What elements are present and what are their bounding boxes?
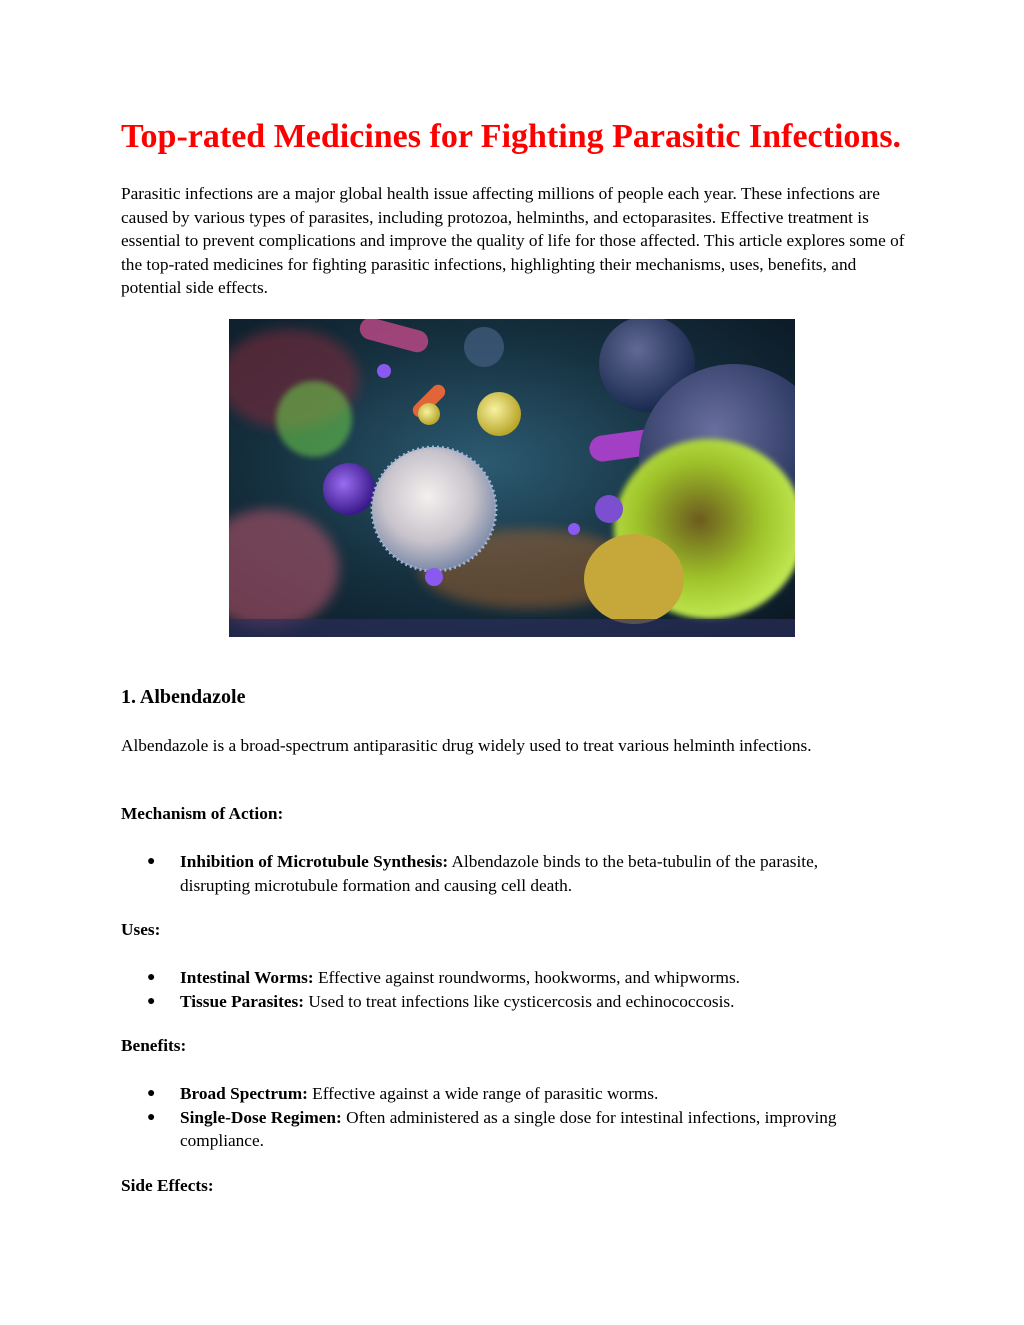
- list-item-text: Effective against roundworms, hookworms, and whipworms.: [313, 968, 740, 987]
- list-item-term: Intestinal Worms:: [180, 968, 314, 987]
- list-item-term: Tissue Parasites:: [180, 991, 305, 1011]
- list-item: [121, 990, 881, 1014]
- uses-label: Uses:: [121, 920, 161, 939]
- list-item: [121, 1106, 881, 1153]
- section-heading: 1. Albendazole: [121, 686, 246, 708]
- intro-paragraph: Parasitic infections are a major global health issue affecting millions of people each year. These infections are caused by various types of parasites, including protozoa, helminths, and ectoparasites. Effective treatment is essential to prevent complications and improve the quality of life for those affected. This article explores some of the top-rated medicines for fighting parasitic infections, highlighting their mechanisms, uses, benefits, and potential side effects.: [121, 184, 905, 297]
- list-item-text: Albendazole binds to the beta-tubulin of the parasite, disrupting microtubule formation and causing cell death.: [180, 852, 819, 895]
- microbes-image: [229, 319, 795, 637]
- parasites-illustration: [229, 319, 795, 637]
- benefits-label: Benefits:: [121, 1036, 187, 1055]
- mechanism-list: [121, 850, 881, 897]
- list-item: [121, 966, 881, 990]
- bullet-icon: ●: [147, 993, 156, 1009]
- bullet-icon: ●: [147, 970, 156, 985]
- page-title: Top-rated Medicines for Fighting Parasitic Infections.: [121, 118, 902, 155]
- list-item-term: Broad Spectrum:: [180, 1084, 308, 1103]
- bullet-icon: ●: [147, 1109, 156, 1125]
- mechanism-label: Mechanism of Action:: [121, 804, 284, 823]
- bullet-icon: ●: [147, 1086, 156, 1101]
- list-item-text: Often administered as a single dose for intestinal infections, improving compliance.: [180, 1107, 837, 1150]
- list-item-term: Single-Dose Regimen:: [180, 1107, 342, 1127]
- list-item-text: Used to treat infections like cysticercosis and echinococcosis.: [304, 991, 735, 1011]
- uses-list: [121, 966, 881, 1013]
- list-item: [121, 1082, 881, 1106]
- section-intro: Albendazole is a broad-spectrum antiparasitic drug widely used to treat various helminth infections.: [121, 736, 812, 755]
- benefits-list: [121, 1082, 881, 1153]
- list-item-term: Inhibition of Microtubule Synthesis:: [180, 852, 449, 871]
- list-item: [121, 850, 881, 897]
- bullet-icon: ●: [147, 854, 156, 869]
- side-effects-label: Side Effects:: [121, 1176, 214, 1195]
- list-item-text: Effective against a wide range of parasitic worms.: [307, 1084, 659, 1103]
